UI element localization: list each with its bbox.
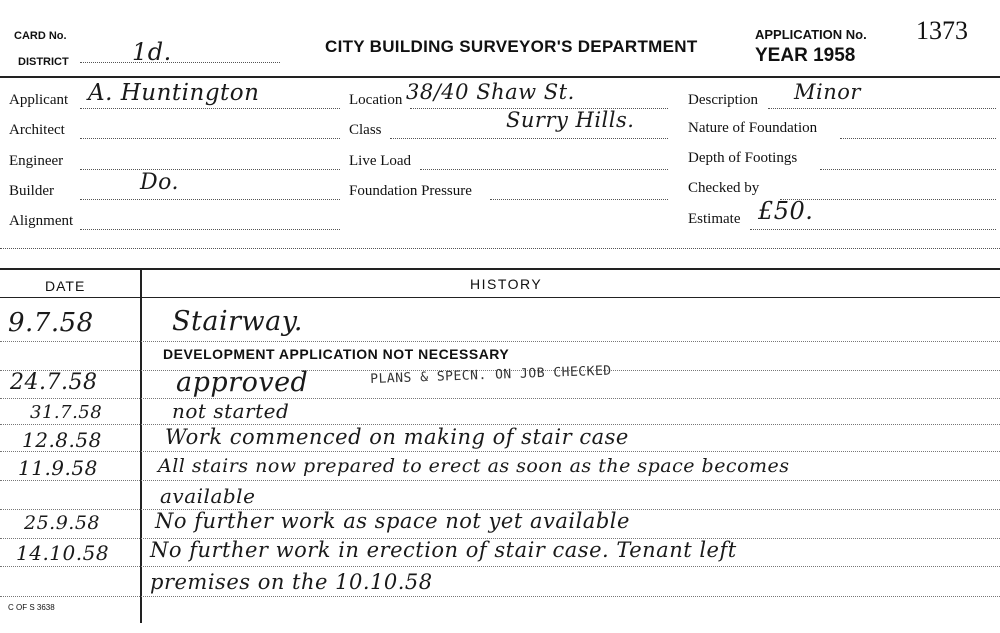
history-date: 11.9.58 <box>18 456 98 480</box>
history-date: 14.10.58 <box>16 541 110 565</box>
history-column-header: HISTORY <box>470 276 543 292</box>
history-text: Stairway. <box>172 306 303 337</box>
plans-checked-stamp: PLANS & SPECN. ON JOB CHECKED <box>370 363 612 387</box>
class-label: Class <box>349 122 382 138</box>
alignment-label: Alignment <box>9 213 74 229</box>
history-text: available <box>160 484 256 508</box>
history-text: premises on the 10.10.58 <box>150 570 433 594</box>
description-value: Minor <box>794 80 861 104</box>
history-text: Work commenced on making of stair case <box>165 425 629 449</box>
checked-by-label: Checked by <box>688 180 760 196</box>
foundation-pressure-label: Foundation Pressure <box>349 183 472 199</box>
history-text: All stairs now prepared to erect as soon as the space becomes <box>158 455 790 477</box>
history-date: 24.7.58 <box>10 370 98 395</box>
application-no-label: APPLICATION No. <box>755 27 867 42</box>
location-value: 38/40 Shaw St. <box>406 80 575 104</box>
history-date: 9.7.58 <box>8 308 94 338</box>
nature-of-foundation-label: Nature of Foundation <box>688 120 818 136</box>
date-column-header: DATE <box>45 278 86 294</box>
history-text: No further work in erection of stair case. Tenant left <box>150 538 737 562</box>
applicant-value: A. Huntington <box>88 80 260 106</box>
history-text: No further work as space not yet available <box>155 509 630 533</box>
location-label: Location <box>349 92 403 108</box>
district-value: 1d. <box>132 38 172 66</box>
year-label: YEAR 1958 <box>755 45 856 66</box>
applicant-label: Applicant <box>9 92 69 108</box>
architect-label: Architect <box>9 122 65 138</box>
builder-label: Builder <box>9 183 54 199</box>
development-stamp: DEVELOPMENT APPLICATION NOT NECESSARY <box>163 346 510 362</box>
class-value: Surry Hills. <box>506 108 635 132</box>
district-label: DISTRICT <box>18 56 69 68</box>
form-code: C OF S 3638 <box>8 603 55 612</box>
history-date: 31.7.58 <box>30 402 103 423</box>
estimate-label: Estimate <box>688 211 741 227</box>
estimate-value: £50. <box>758 197 814 225</box>
history-date: 12.8.58 <box>22 428 102 452</box>
description-label: Description <box>688 92 758 108</box>
live-load-label: Live Load <box>349 153 412 169</box>
builder-value: Do. <box>140 170 179 195</box>
card-no-label: CARD No. <box>14 30 67 42</box>
history-text: not started <box>172 399 290 423</box>
department-title: CITY BUILDING SURVEYOR'S DEPARTMENT <box>325 37 698 56</box>
history-text: approved <box>176 367 309 398</box>
history-date: 25.9.58 <box>24 512 101 534</box>
engineer-label: Engineer <box>9 153 64 169</box>
application-no-value: 1373 <box>916 16 968 45</box>
depth-of-footings-label: Depth of Footings <box>688 150 798 166</box>
